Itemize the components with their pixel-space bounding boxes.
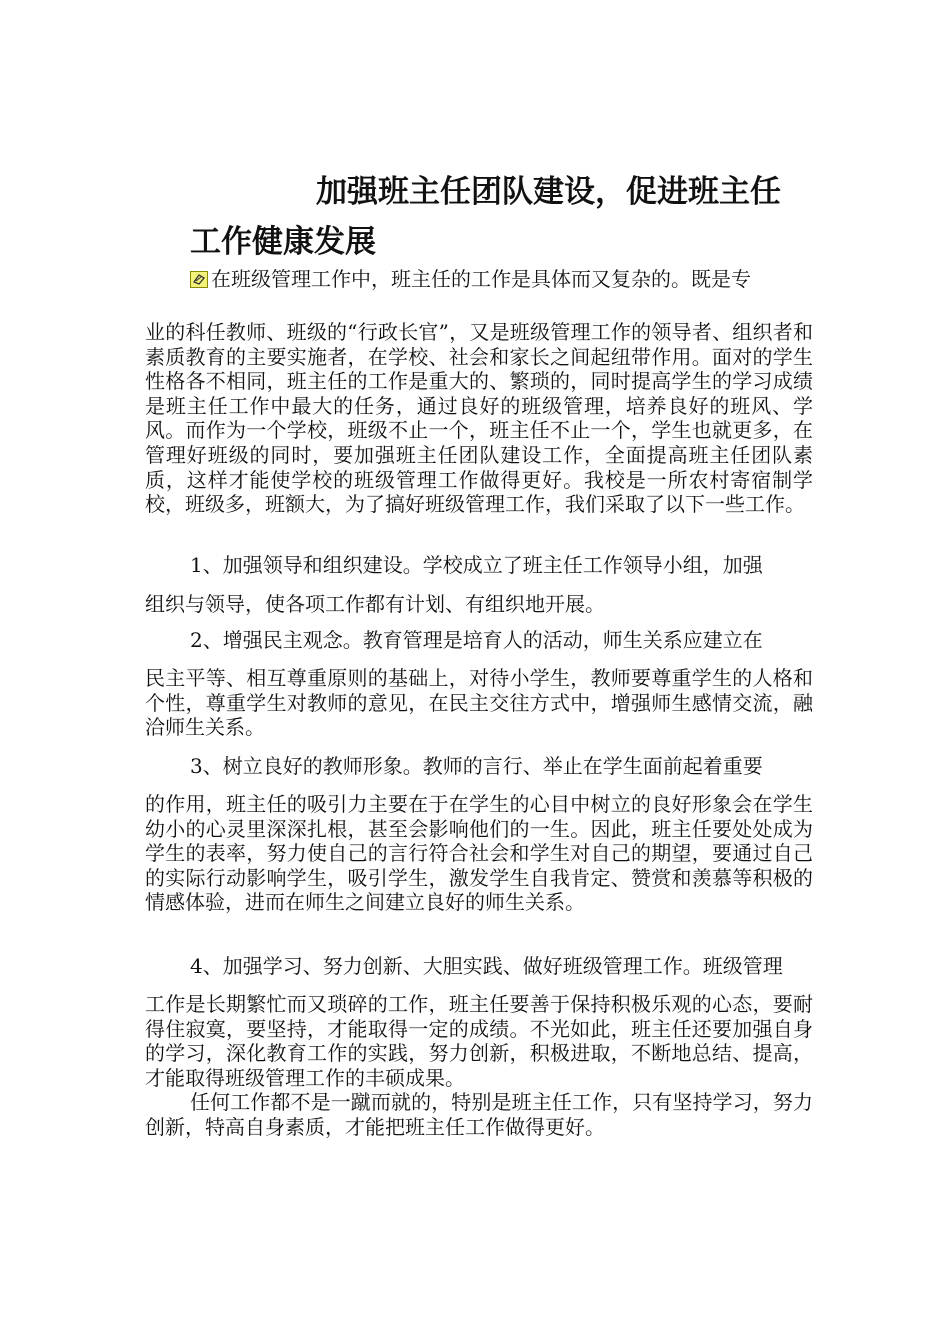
- point-4-first-line: 4、加强学习、努力创新、大胆实践、做好班级管理工作。班级管理: [190, 954, 783, 978]
- point-3-first-line: 3、树立良好的教师形象。教师的言行、举止在学生面前起着重要: [190, 754, 763, 778]
- point-1-paragraph: 组织与领导，使各项工作都有计划、有组织地开展。: [145, 592, 605, 616]
- point-3-paragraph: 的作用，班主任的吸引力主要在于在学生的心目中树立的良好形象会在学生幼小的心灵里深深扎根，甚至会影响他们的一生。因此，班主任要处处成为学生的表率，努力使自己的言行符合社会和学生对自己的期望，要通过自己的实际行动影响学生，吸引学生，激发学生自我肯定、赞赏和羡慕等积极的情感体验，进而在师生之间建立良好的师生关系。: [145, 792, 813, 915]
- paste-options-icon[interactable]: [190, 271, 208, 288]
- intro-paragraph: 业的科任教师、班级的“行政长官”，又是班级管理工作的领导者、组织者和素质教育的主要实施者，在学校、社会和家长之间起纽带作用。面对的学生性格各不相同，班主任的工作是重大的、繁琐的，同时提高学生的学习成绩是班主任工作中最大的任务，通过良好的班级管理，培养良好的班风、学风。而作为一个学校，班级不止一个，班主任不止一个，学生也就更多，在管理好班级的同时，要加强班主任团队建设工作，全面提高班主任团队素质，这样才能使学校的班级管理工作做得更好。我校是一所农村寄宿制学校，班级多，班额大，为了搞好班级管理工作，我们采取了以下一些工作。: [145, 320, 813, 517]
- point-4-paragraph: 工作是长期繁忙而又琐碎的工作，班主任要善于保持积极乐观的心态，要耐得住寂寞，要坚持，才能取得一定的成绩。不光如此，班主任还要加强自身的学习，深化教育工作的实践，努力创新，积极进取，不断地总结、提高，才能取得班级管理工作的丰硕成果。: [145, 992, 813, 1090]
- conclusion-paragraph: 任何工作都不是一蹴而就的，特别是班主任工作，只有坚持学习，努力创新，特高自身素质，才能把班主任工作做得更好。: [145, 1090, 813, 1139]
- point-1-first-line: 1、加强领导和组织建设。学校成立了班主任工作领导小组，加强: [190, 553, 763, 577]
- intro-first-line: [190, 267, 812, 291]
- title-line-1: 加强班主任团队建设，促进班主任: [316, 174, 781, 210]
- point-2-paragraph: 民主平等、相互尊重原则的基础上，对待小学生，教师要尊重学生的人格和个性，尊重学生对教师的意见，在民主交往方式中，增强师生感情交流，融洽师生关系。: [145, 666, 813, 740]
- intro-first-text: 在班级管理工作中，班主任的工作是具体而又复杂的。既是专: [211, 267, 751, 291]
- point-2-first-line: 2、增强民主观念。教育管理是培育人的活动，师生关系应建立在: [190, 628, 763, 652]
- title-line-2: 工作健康发展: [190, 224, 376, 260]
